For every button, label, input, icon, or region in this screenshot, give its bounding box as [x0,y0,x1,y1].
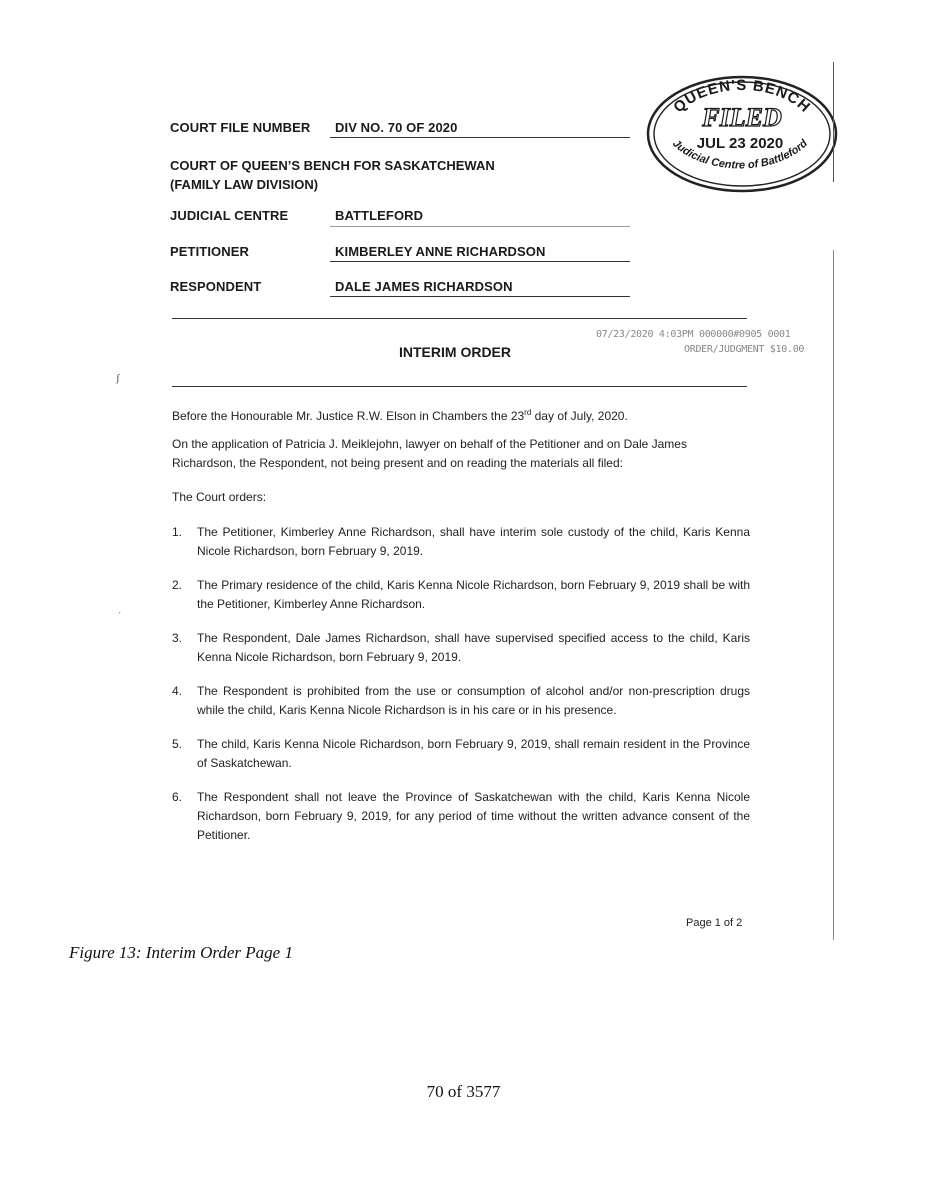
receipt-line-2: ORDER/JUDGMENT $10.00 [684,344,805,355]
title-bottom-rule [172,386,747,387]
page-indicator: Page 1 of 2 [686,917,743,929]
title-top-rule [172,318,747,319]
before-text-end: day of July, 2020. [531,409,628,423]
stamp-filed-text: FILED [702,103,782,132]
order-number: 3. [172,631,183,645]
before-paragraph [172,403,752,426]
court-name-line-2: (FAMILY LAW DIVISION) [170,177,319,192]
order-number: 5. [172,737,183,751]
petitioner-value: KIMBERLEY ANNE RICHARDSON [335,244,546,259]
order-text: The Primary residence of the child, Karis Kenna Nicole Richardson, born February 9, 2019 shall be with the Petitioner, Kimberley Anne Richardson. [197,578,750,611]
order-text: The Respondent is prohibited from the use or consumption of alcohol and/or non-prescription drugs while the child, Karis Kenna Nicole Richardson is in his care or in his presence. [197,684,750,717]
stamp-date: JUL 23 2020 [696,135,784,152]
order-item [172,682,750,720]
orders-list [172,523,750,860]
figure-caption: Figure 13: Interim Order Page 1 [69,943,293,962]
stamp-bottom-text: Judicial Centre of Battleford [670,137,810,172]
application-paragraph: On the application of Patricia J. Meiklejohn, lawyer on behalf of the Petitioner and on Dale James Richardson, the Respondent, not being present and on reading the materials all filed: [172,437,687,470]
orders-intro: The Court orders: [172,490,267,504]
order-text: The Petitioner, Kimberley Anne Richardson, shall have interim sole custody of the child, Karis Kenna Nicole Richardson, born February 9, 2019. [197,525,750,558]
court-name-line-1: COURT OF QUEEN’S BENCH FOR SASKATCHEWAN [170,158,495,173]
order-text: The Respondent shall not leave the Province of Saskatchewan with the child, Karis Kenna Nicole Richardson, born February 9, 2019, for any period of time without the written advance consent of the Petitioner. [197,790,750,842]
scan-edge-line [833,250,834,940]
order-number: 1. [172,525,183,539]
order-text: The Respondent, Dale James Richardson, shall have supervised specified access to the child, Karis Kenna Nicole Richardson, born February 9, 2019. [197,631,750,664]
court-file-number-value: DIV NO. 70 OF 2020 [335,120,458,135]
petitioner-label: PETITIONER [170,244,250,259]
order-number: 2. [172,578,183,592]
court-name [170,156,495,194]
order-item [172,576,750,614]
order-item [172,735,750,773]
order-number: 6. [172,790,183,804]
respondent-label: RESPONDENT [170,279,262,294]
filed-stamp [640,72,840,197]
scan-edge-line [833,62,834,182]
judicial-centre-underline [330,226,630,227]
before-text: Before the Honourable Mr. Justice R.W. Elson in Chambers the 23 [172,409,525,423]
order-item [172,523,750,561]
scan-artifact-mark: ˈ [118,610,122,622]
respondent-value: DALE JAMES RICHARDSON [335,279,513,294]
stamp-top-text: QUEEN'S BENCH [670,76,814,117]
judicial-centre-label: JUDICIAL CENTRE [170,208,289,223]
court-file-number-label: COURT FILE NUMBER [170,120,311,135]
before-superscript: rd [524,408,532,417]
order-number: 4. [172,684,183,698]
court-file-number-underline [330,137,630,138]
order-item [172,788,750,845]
receipt-line-1: 07/23/2020 4:03PM 000000#0905 0001 [596,329,791,340]
scan-artifact-mark: ʃ [116,372,120,384]
respondent-underline [330,296,630,297]
document-title: INTERIM ORDER [399,344,511,360]
order-item [172,629,750,667]
judicial-centre-value: BATTLEFORD [335,208,424,223]
page-count: 70 of 3577 [426,1082,501,1101]
petitioner-underline [330,261,630,262]
order-text: The child, Karis Kenna Nicole Richardson, born February 9, 2019, shall remain resident in the Province of Saskatchewan. [197,737,750,770]
